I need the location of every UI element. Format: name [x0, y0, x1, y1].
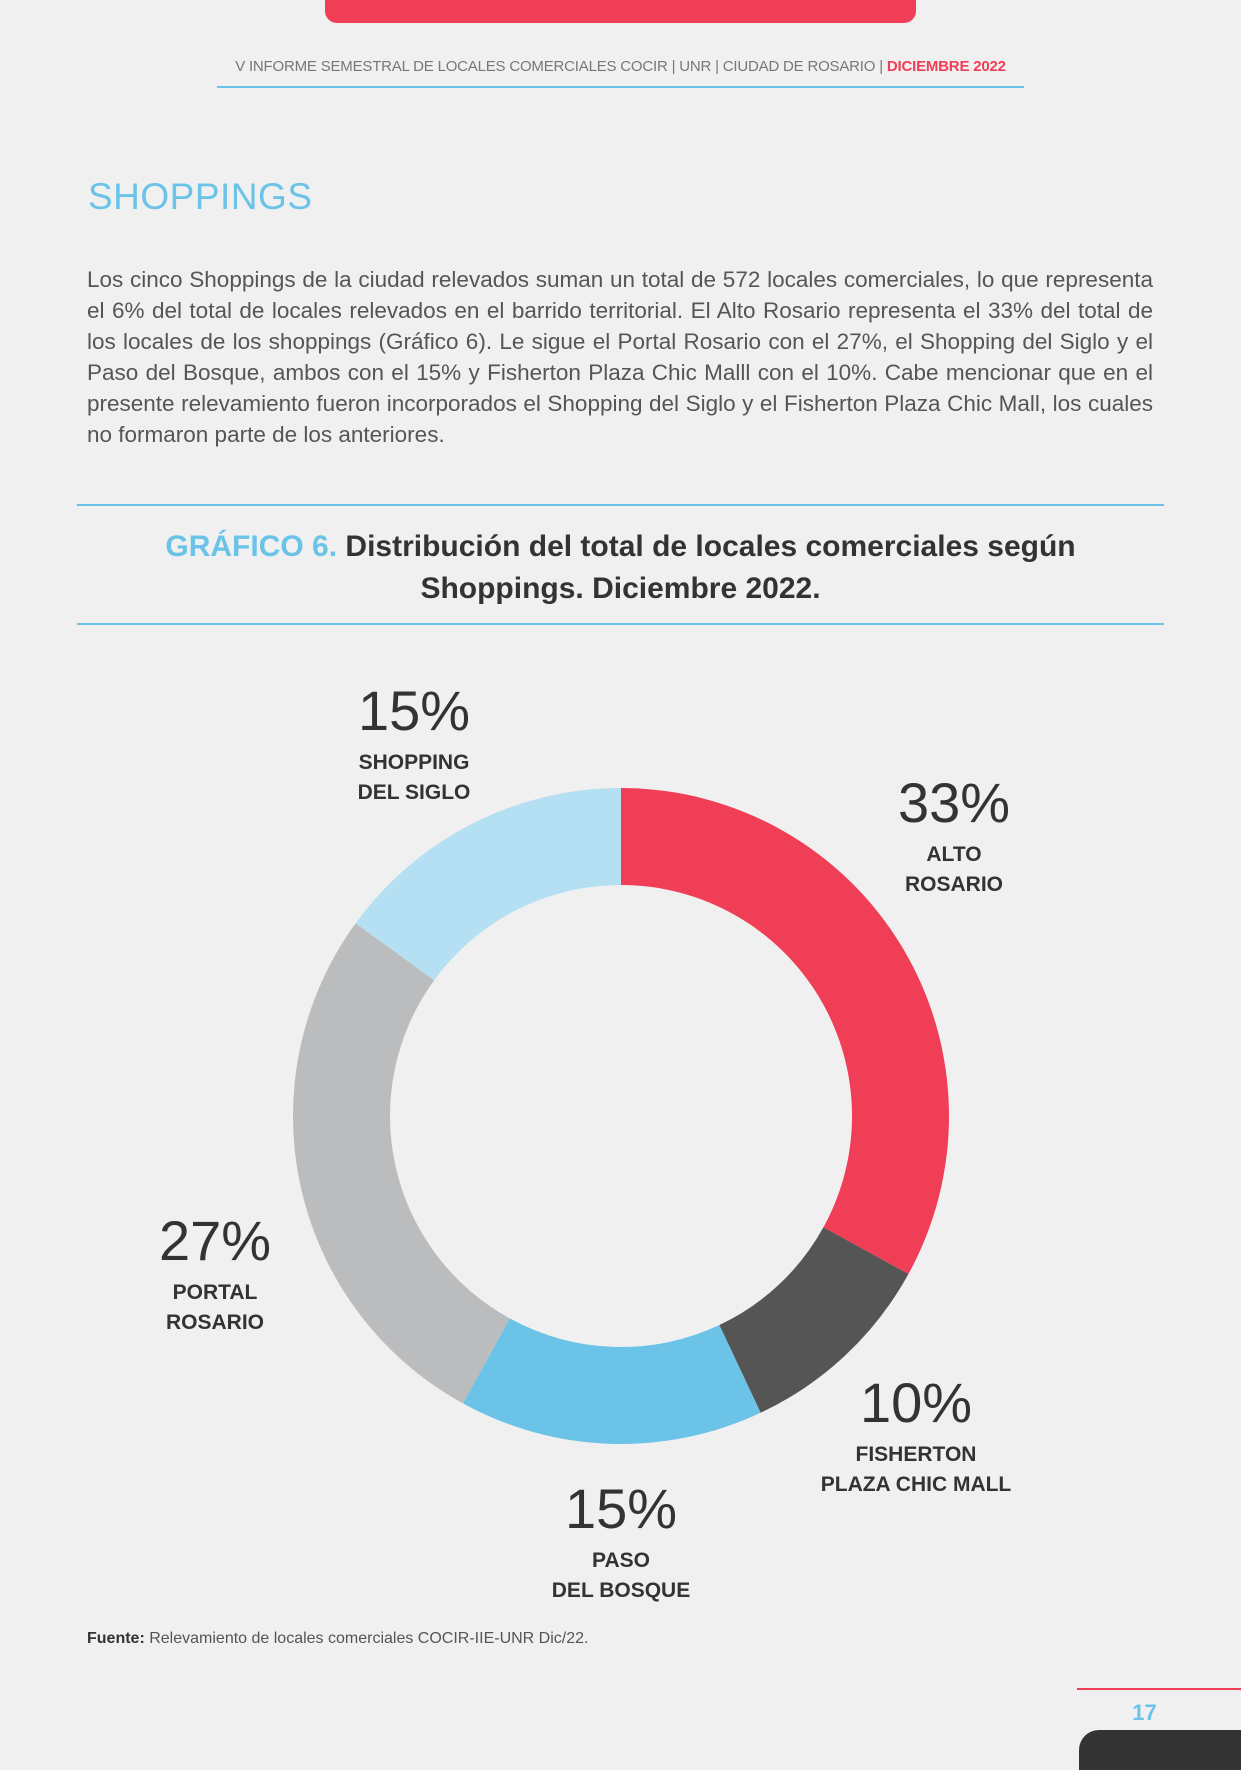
slice-label-portal-rosario [159, 1209, 271, 1334]
running-header [217, 56, 1024, 88]
top-decorative-tab [325, 0, 916, 23]
slice-name-line: ROSARIO [165, 1311, 265, 1334]
page-number: 17 [1132, 1700, 1157, 1725]
chart-title-label: GRÁFICO 6. [165, 530, 338, 563]
section-paragraph: Los cinco Shoppings de la ciudad relevados suman un total de 572 locales comerciales, lo que representa el 6% del total de locales relevados en el barrido territorial. El Alto Rosario representa el 33% del total de los locales de los shoppings (Gráfico 6). Le sigue el Portal Rosario con el 27%, el Shopping del Siglo y el Paso del Bosque, ambos con el 15% y Fisherton Plaza Chic Malll con el 10%. Cabe mencionar que en el presente relevamiento fueron incorporados el Shopping del Siglo y el Fisherton Plaza Chic Mall, los cuales no formaron parte de los anteriores. [87, 267, 1153, 447]
donut-slice-paso-del-bosque [463, 1318, 761, 1444]
slice-name-line: ALTO [926, 843, 982, 866]
donut-slices [293, 788, 949, 1444]
slice-label-shopping-del-siglo [358, 679, 471, 804]
running-header-date: DICIEMBRE 2022 [886, 58, 1006, 75]
slice-name-line: PLAZA CHIC MALL [820, 1473, 1012, 1496]
slice-name-line: DEL SIGLO [357, 781, 471, 804]
slice-percent: 15% [564, 1477, 678, 1540]
slice-name-line: SHOPPING [358, 751, 470, 774]
chart-title-text: Distribución del total de locales comerciales según Shoppings. Diciembre 2022. [337, 530, 1076, 605]
donut-slice-shopping-del-siglo [356, 788, 621, 980]
slice-name-line: PORTAL [172, 1281, 258, 1304]
slice-percent: 10% [859, 1371, 973, 1434]
footer-divider [1077, 1688, 1241, 1690]
slice-percent: 27% [158, 1209, 272, 1272]
slice-name-line: PASO [592, 1549, 650, 1572]
slice-percent: 33% [897, 771, 1011, 834]
source-label: Fuente: [87, 1630, 145, 1647]
slice-label-alto-rosario [898, 771, 1010, 896]
source-text: Relevamiento de locales comerciales COCIR-IIE-UNR Dic/22. [144, 1630, 589, 1647]
donut-chart [0, 640, 1241, 1620]
slice-label-fisherton-plaza-chic-mall [821, 1371, 1012, 1496]
footer-decorative-tab [1079, 1730, 1241, 1770]
slice-label-paso-del-bosque [552, 1477, 690, 1602]
donut-slice-portal-rosario [293, 923, 510, 1403]
source-note [87, 1630, 588, 1648]
section-title: SHOPPINGS [88, 176, 313, 217]
slice-name-line: DEL BOSQUE [551, 1579, 691, 1602]
slice-percent: 15% [357, 679, 471, 742]
slice-name-line: ROSARIO [904, 873, 1004, 896]
donut-slice-alto-rosario [621, 788, 949, 1274]
slice-name-line: FISHERTON [855, 1443, 977, 1466]
chart-title [77, 504, 1164, 625]
running-header-title: V INFORME SEMESTRAL DE LOCALES COMERCIALES COCIR | UNR | CIUDAD DE ROSARIO | [235, 58, 887, 75]
